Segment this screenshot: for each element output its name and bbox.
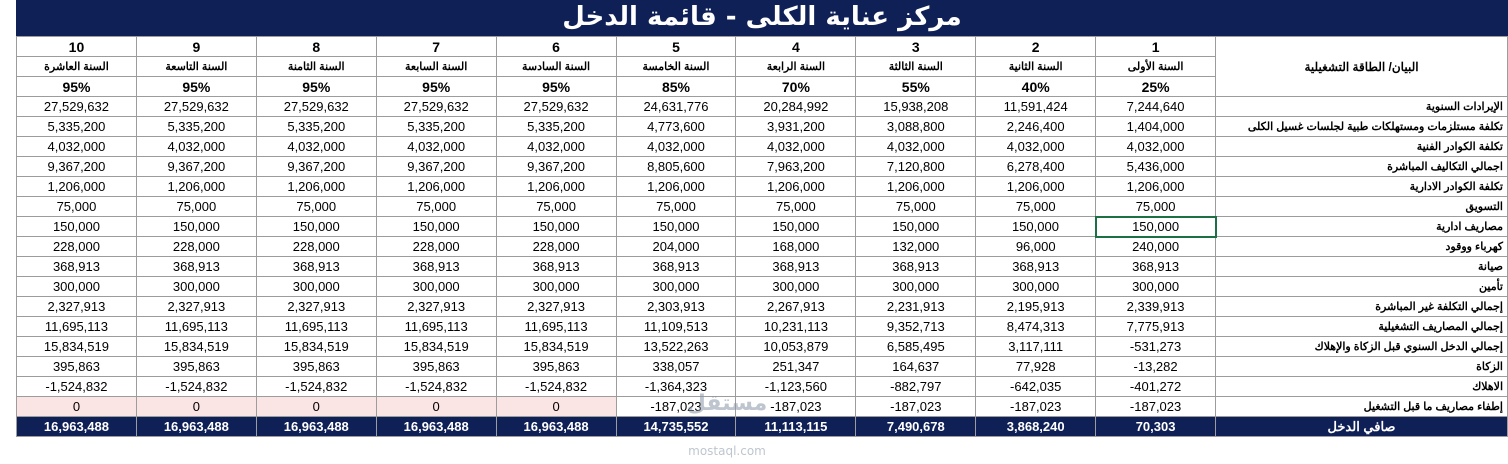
table-row: [17, 377, 1508, 397]
capacity-percent: 95%: [376, 77, 496, 97]
table-cell[interactable]: 11,695,113: [496, 317, 616, 337]
table-row: [17, 217, 1508, 237]
table-cell[interactable]: 4,032,000: [17, 137, 137, 157]
table-row: [17, 317, 1508, 337]
year-number: 3: [856, 37, 976, 57]
year-name: السنة الثامنة: [256, 57, 376, 77]
table-cell[interactable]: 1,206,000: [136, 177, 256, 197]
table-cell[interactable]: 368,913: [976, 257, 1096, 277]
table-cell[interactable]: 368,913: [496, 257, 616, 277]
net-income-cell[interactable]: 70,303: [1096, 417, 1216, 437]
table-cell[interactable]: -187,023: [616, 397, 736, 417]
table-cell[interactable]: 1,206,000: [496, 177, 616, 197]
table-cell[interactable]: 2,195,913: [976, 297, 1096, 317]
table-cell[interactable]: 395,863: [136, 357, 256, 377]
table-cell[interactable]: 77,928: [976, 357, 1096, 377]
table-cell[interactable]: 8,474,313: [976, 317, 1096, 337]
year-number: 7: [376, 37, 496, 57]
table-cell[interactable]: 4,032,000: [616, 137, 736, 157]
year-name: السنة الخامسة: [616, 57, 736, 77]
year-number: 4: [736, 37, 856, 57]
table-cell[interactable]: 20,284,992: [736, 97, 856, 117]
year-number: 2: [976, 37, 1096, 57]
table-row: [17, 137, 1508, 157]
capacity-percent: 40%: [976, 77, 1096, 97]
table-cell[interactable]: 9,367,200: [256, 157, 376, 177]
table-cell[interactable]: 15,938,208: [856, 97, 976, 117]
net-income-cell[interactable]: 16,963,488: [17, 417, 137, 437]
row-label: كهرباء ووقود: [1216, 237, 1508, 257]
row-label: تأمين: [1216, 277, 1508, 297]
row-label: الزكاة: [1216, 357, 1508, 377]
table-cell[interactable]: 9,367,200: [136, 157, 256, 177]
row-label: إجمالي المصاريف التشغيلية: [1216, 317, 1508, 337]
year-number: 9: [136, 37, 256, 57]
table-cell[interactable]: 368,913: [376, 257, 496, 277]
table-cell[interactable]: 2,327,913: [256, 297, 376, 317]
capacity-percent: 70%: [736, 77, 856, 97]
table-row: [17, 297, 1508, 317]
table-row: [17, 197, 1508, 217]
table-cell[interactable]: 300,000: [376, 277, 496, 297]
table-cell[interactable]: -531,273: [1096, 337, 1216, 357]
table-cell[interactable]: -1,524,832: [256, 377, 376, 397]
table-cell[interactable]: 395,863: [256, 357, 376, 377]
table-cell[interactable]: 1,206,000: [1096, 177, 1216, 197]
watermark: مستقل mostaql.com: [686, 391, 768, 458]
table-cell[interactable]: 2,339,913: [1096, 297, 1216, 317]
table-cell[interactable]: 0: [256, 397, 376, 417]
table-cell[interactable]: 15,834,519: [376, 337, 496, 357]
table-cell[interactable]: 228,000: [496, 237, 616, 257]
table-cell[interactable]: 75,000: [856, 197, 976, 217]
table-cell[interactable]: 150,000: [256, 217, 376, 237]
table-cell[interactable]: 11,695,113: [17, 317, 137, 337]
table-cell[interactable]: 11,695,113: [136, 317, 256, 337]
table-cell[interactable]: 300,000: [256, 277, 376, 297]
table-row: [17, 357, 1508, 377]
table-cell[interactable]: 8,805,600: [616, 157, 736, 177]
net-income-cell[interactable]: 16,963,488: [376, 417, 496, 437]
capacity-percent: 95%: [136, 77, 256, 97]
table-cell[interactable]: 75,000: [1096, 197, 1216, 217]
table-cell[interactable]: 0: [376, 397, 496, 417]
table-cell[interactable]: 300,000: [496, 277, 616, 297]
table-cell[interactable]: 96,000: [976, 237, 1096, 257]
table-cell[interactable]: 368,913: [256, 257, 376, 277]
table-cell[interactable]: 395,863: [496, 357, 616, 377]
row-label: تكلفة مستلزمات ومستهلكات طبية لجلسات غسيل الكلى: [1216, 117, 1508, 137]
table-cell[interactable]: 228,000: [17, 237, 137, 257]
table-cell[interactable]: 4,032,000: [976, 137, 1096, 157]
table-cell[interactable]: 300,000: [17, 277, 137, 297]
table-cell[interactable]: 204,000: [616, 237, 736, 257]
table-cell[interactable]: 395,863: [376, 357, 496, 377]
table-cell[interactable]: 368,913: [736, 257, 856, 277]
year-name: السنة السابعة: [376, 57, 496, 77]
table-cell[interactable]: 27,529,632: [496, 97, 616, 117]
table-cell[interactable]: -1,123,560: [736, 377, 856, 397]
table-cell[interactable]: -642,035: [976, 377, 1096, 397]
table-cell[interactable]: 368,913: [136, 257, 256, 277]
table-cell[interactable]: 368,913: [17, 257, 137, 277]
row-label: الإيرادات السنوية: [1216, 97, 1508, 117]
capacity-percent: 85%: [616, 77, 736, 97]
row-label: إطفاء مصاريف ما قبل التشغيل: [1216, 397, 1508, 417]
table-cell[interactable]: 368,913: [616, 257, 736, 277]
table-cell[interactable]: -13,282: [1096, 357, 1216, 377]
capacity-percent: 55%: [856, 77, 976, 97]
table-cell[interactable]: 5,335,200: [136, 117, 256, 137]
table-cell[interactable]: 75,000: [976, 197, 1096, 217]
net-income-cell[interactable]: 7,490,678: [856, 417, 976, 437]
table-cell[interactable]: 1,206,000: [17, 177, 137, 197]
table-cell[interactable]: 150,000: [736, 217, 856, 237]
table-cell[interactable]: 168,000: [736, 237, 856, 257]
row-label: التسويق: [1216, 197, 1508, 217]
table-cell[interactable]: 150,000: [856, 217, 976, 237]
table-cell[interactable]: 368,913: [1096, 257, 1216, 277]
table-cell[interactable]: 3,088,800: [856, 117, 976, 137]
row-label: تكلفة الكوادر الفنية: [1216, 137, 1508, 157]
year-number: 5: [616, 37, 736, 57]
table-cell[interactable]: 75,000: [17, 197, 137, 217]
table-cell[interactable]: 0: [496, 397, 616, 417]
table-cell[interactable]: 7,775,913: [1096, 317, 1216, 337]
year-number: 8: [256, 37, 376, 57]
table-cell[interactable]: 164,637: [856, 357, 976, 377]
table-cell[interactable]: 1,206,000: [856, 177, 976, 197]
table-cell[interactable]: 75,000: [496, 197, 616, 217]
table-cell[interactable]: 1,206,000: [376, 177, 496, 197]
table-cell[interactable]: 1,206,000: [976, 177, 1096, 197]
table-cell[interactable]: 240,000: [1096, 237, 1216, 257]
capacity-percent: 95%: [256, 77, 376, 97]
table-cell[interactable]: 228,000: [136, 237, 256, 257]
table-row: [17, 237, 1508, 257]
capacity-percent: 95%: [17, 77, 137, 97]
table-row: [17, 397, 1508, 417]
table-row: [17, 117, 1508, 137]
table-cell[interactable]: 4,773,600: [616, 117, 736, 137]
table-cell[interactable]: 4,032,000: [736, 137, 856, 157]
table-row: [17, 337, 1508, 357]
table-cell[interactable]: 0: [136, 397, 256, 417]
table-cell[interactable]: 15,834,519: [136, 337, 256, 357]
table-cell[interactable]: 15,834,519: [256, 337, 376, 357]
table-cell[interactable]: 10,053,879: [736, 337, 856, 357]
table-cell[interactable]: 75,000: [256, 197, 376, 217]
table-cell[interactable]: -1,524,832: [17, 377, 137, 397]
table-cell[interactable]: 11,695,113: [256, 317, 376, 337]
table-cell[interactable]: 2,246,400: [976, 117, 1096, 137]
table-cell[interactable]: 4,032,000: [1096, 137, 1216, 157]
table-cell[interactable]: 228,000: [376, 237, 496, 257]
table-cell[interactable]: 300,000: [136, 277, 256, 297]
table-row: [17, 157, 1508, 177]
table-cell[interactable]: 10,231,113: [736, 317, 856, 337]
table-cell[interactable]: 4,032,000: [856, 137, 976, 157]
table-cell[interactable]: 4,032,000: [256, 137, 376, 157]
table-cell[interactable]: 1,404,000: [1096, 117, 1216, 137]
table-cell[interactable]: 395,863: [17, 357, 137, 377]
table-cell[interactable]: 300,000: [856, 277, 976, 297]
table-cell[interactable]: -401,272: [1096, 377, 1216, 397]
table-cell[interactable]: 2,327,913: [17, 297, 137, 317]
table-cell[interactable]: 75,000: [736, 197, 856, 217]
year-name: السنة الثالثة: [856, 57, 976, 77]
table-cell[interactable]: 7,963,200: [736, 157, 856, 177]
net-income-cell[interactable]: 3,868,240: [976, 417, 1096, 437]
table-cell[interactable]: 5,335,200: [376, 117, 496, 137]
table-cell[interactable]: 75,000: [616, 197, 736, 217]
row-label: تكلفة الكوادر الادارية: [1216, 177, 1508, 197]
year-name: السنة الثانية: [976, 57, 1096, 77]
row-label: إجمالي الدخل السنوي قبل الزكاة والإهلاك: [1216, 337, 1508, 357]
table-cell[interactable]: 300,000: [1096, 277, 1216, 297]
table-cell[interactable]: 5,335,200: [496, 117, 616, 137]
table-cell[interactable]: 7,244,640: [1096, 97, 1216, 117]
table-cell[interactable]: 132,000: [856, 237, 976, 257]
year-name: السنة الرابعة: [736, 57, 856, 77]
table-cell[interactable]: 9,367,200: [17, 157, 137, 177]
table-cell[interactable]: 150,000: [17, 217, 137, 237]
table-cell[interactable]: 27,529,632: [376, 97, 496, 117]
row-label: مصاريف ادارية: [1216, 217, 1508, 237]
table-cell[interactable]: 3,931,200: [736, 117, 856, 137]
table-cell[interactable]: 7,120,800: [856, 157, 976, 177]
table-cell[interactable]: -187,023: [976, 397, 1096, 417]
table-cell[interactable]: -1,524,832: [136, 377, 256, 397]
net-income-cell[interactable]: 16,963,488: [136, 417, 256, 437]
table-cell[interactable]: 27,529,632: [136, 97, 256, 117]
table-cell[interactable]: 228,000: [256, 237, 376, 257]
table-cell[interactable]: 300,000: [616, 277, 736, 297]
table-cell[interactable]: 15,834,519: [496, 337, 616, 357]
year-name: السنة الأولى: [1096, 57, 1216, 77]
income-statement-table: [16, 36, 1508, 437]
table-cell[interactable]: 1,206,000: [736, 177, 856, 197]
table-cell[interactable]: 11,109,513: [616, 317, 736, 337]
table-cell[interactable]: 251,347: [736, 357, 856, 377]
table-cell[interactable]: 2,327,913: [496, 297, 616, 317]
table-cell[interactable]: 150,000: [1096, 217, 1216, 237]
table-cell[interactable]: 4,032,000: [136, 137, 256, 157]
table-cell[interactable]: 11,695,113: [376, 317, 496, 337]
row-label: صيانة: [1216, 257, 1508, 277]
table-row: [17, 257, 1508, 277]
row-label: اجمالي التكاليف المباشرة: [1216, 157, 1508, 177]
table-cell[interactable]: 150,000: [496, 217, 616, 237]
table-cell[interactable]: 150,000: [616, 217, 736, 237]
table-cell[interactable]: 11,591,424: [976, 97, 1096, 117]
table-cell[interactable]: 9,352,713: [856, 317, 976, 337]
table-cell[interactable]: 150,000: [376, 217, 496, 237]
table-cell[interactable]: 300,000: [976, 277, 1096, 297]
table-cell[interactable]: 15,834,519: [17, 337, 137, 357]
table-cell[interactable]: 338,057: [616, 357, 736, 377]
table-cell[interactable]: 4,032,000: [376, 137, 496, 157]
year-number-row: [17, 37, 1508, 57]
table-cell[interactable]: 9,367,200: [496, 157, 616, 177]
header-label: البيان/ الطاقة التشغيلية: [1216, 37, 1508, 97]
table-cell[interactable]: 6,585,495: [856, 337, 976, 357]
table-cell[interactable]: 24,631,776: [616, 97, 736, 117]
table-cell[interactable]: 5,335,200: [17, 117, 137, 137]
table-row: [17, 97, 1508, 117]
table-cell[interactable]: 0: [17, 397, 137, 417]
table-cell[interactable]: 300,000: [736, 277, 856, 297]
table-cell[interactable]: 75,000: [136, 197, 256, 217]
capacity-percent: 95%: [496, 77, 616, 97]
table-cell[interactable]: 5,436,000: [1096, 157, 1216, 177]
net-income-cell[interactable]: 14,735,552: [616, 417, 736, 437]
table-cell[interactable]: 2,327,913: [136, 297, 256, 317]
row-label: الاهلاك: [1216, 377, 1508, 397]
table-cell[interactable]: -1,364,323: [616, 377, 736, 397]
table-cell[interactable]: 6,278,400: [976, 157, 1096, 177]
table-cell[interactable]: 2,267,913: [736, 297, 856, 317]
table-cell[interactable]: 3,117,111: [976, 337, 1096, 357]
table-cell[interactable]: 1,206,000: [256, 177, 376, 197]
net-income-cell[interactable]: 16,963,488: [496, 417, 616, 437]
table-row: [17, 277, 1508, 297]
table-cell[interactable]: 150,000: [136, 217, 256, 237]
net-income-row: [17, 417, 1508, 437]
table-cell[interactable]: 13,522,263: [616, 337, 736, 357]
year-name: السنة السادسة: [496, 57, 616, 77]
net-income-label: صافي الدخل: [1216, 417, 1508, 437]
row-label: إجمالي التكلفة غير المباشرة: [1216, 297, 1508, 317]
table-cell[interactable]: 2,231,913: [856, 297, 976, 317]
capacity-percent: 25%: [1096, 77, 1216, 97]
year-name: السنة العاشرة: [17, 57, 137, 77]
year-number: 6: [496, 37, 616, 57]
net-income-cell[interactable]: 11,113,115: [736, 417, 856, 437]
table-cell[interactable]: 2,303,913: [616, 297, 736, 317]
table-cell[interactable]: 27,529,632: [256, 97, 376, 117]
table-cell[interactable]: -187,023: [856, 397, 976, 417]
table-row: [17, 177, 1508, 197]
net-income-cell[interactable]: 16,963,488: [256, 417, 376, 437]
table-cell[interactable]: 1,206,000: [616, 177, 736, 197]
table-cell[interactable]: -1,524,832: [376, 377, 496, 397]
table-cell[interactable]: 75,000: [376, 197, 496, 217]
year-number: 10: [17, 37, 137, 57]
table-cell[interactable]: 368,913: [856, 257, 976, 277]
year-name: السنة التاسعة: [136, 57, 256, 77]
table-cell[interactable]: -1,524,832: [496, 377, 616, 397]
table-cell[interactable]: -187,023: [736, 397, 856, 417]
table-cell[interactable]: 5,335,200: [256, 117, 376, 137]
table-cell[interactable]: -187,023: [1096, 397, 1216, 417]
table-cell[interactable]: 9,367,200: [376, 157, 496, 177]
table-cell[interactable]: 4,032,000: [496, 137, 616, 157]
table-cell[interactable]: 150,000: [976, 217, 1096, 237]
table-cell[interactable]: -882,797: [856, 377, 976, 397]
page-title: مركز عناية الكلى - قائمة الدخل: [16, 0, 1508, 36]
table-cell[interactable]: 27,529,632: [17, 97, 137, 117]
year-number: 1: [1096, 37, 1216, 57]
table-cell[interactable]: 2,327,913: [376, 297, 496, 317]
